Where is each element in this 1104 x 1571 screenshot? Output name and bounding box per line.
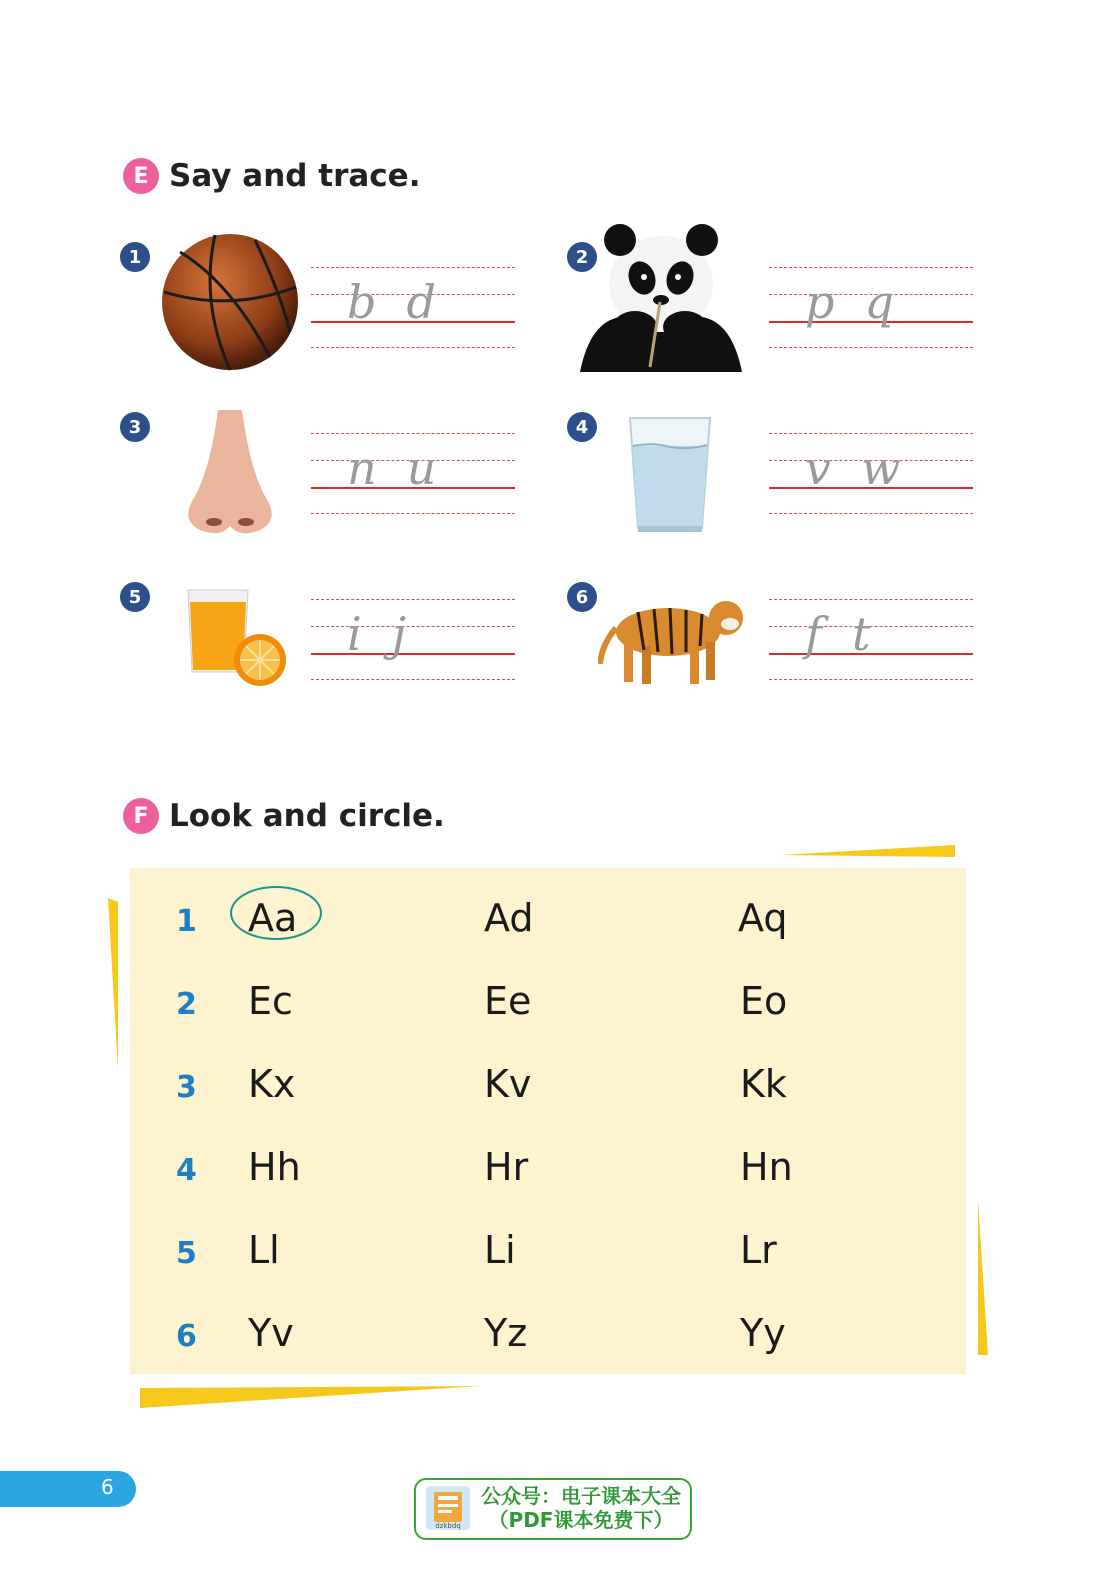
watermark-text (476, 1484, 686, 1532)
book-icon (426, 1486, 470, 1530)
option[interactable]: Kx (248, 1062, 296, 1106)
trace-letter: t (852, 607, 873, 661)
circle-row (130, 1143, 966, 1203)
item-3-number: 3 (120, 412, 150, 442)
option[interactable]: Yz (484, 1311, 528, 1355)
row-number: 5 (176, 1236, 197, 1271)
option[interactable]: Li (484, 1228, 516, 1272)
trace-letter: v (805, 441, 833, 495)
trace-letter: u (406, 441, 439, 495)
option[interactable]: Kk (740, 1062, 787, 1106)
row-number: 2 (176, 987, 197, 1022)
row-number: 3 (176, 1070, 197, 1105)
option[interactable]: Ad (484, 896, 534, 940)
trace-letter: f (805, 607, 825, 661)
item-1-number: 1 (120, 242, 150, 272)
circle-row (130, 1226, 966, 1286)
trace-letter: d (406, 275, 438, 329)
look-and-circle-panel (130, 868, 966, 1374)
trace-letter: w (861, 441, 903, 495)
option[interactable]: Ll (248, 1228, 280, 1272)
row-number: 1 (176, 904, 197, 939)
watermark-line-1: 公众号：电子课本大全 (481, 1484, 681, 1508)
page-number-tab (0, 1471, 136, 1507)
option[interactable]: Ee (484, 979, 532, 1023)
trace-letter: p (805, 275, 837, 329)
option-circled[interactable]: Aa (248, 896, 297, 940)
row-number: 4 (176, 1153, 197, 1188)
item-5-number: 5 (120, 582, 150, 612)
option[interactable]: Ec (248, 979, 293, 1023)
watermark-line-2: （PDF课本免费下） (488, 1508, 674, 1532)
item-6-number: 6 (567, 582, 597, 612)
option[interactable]: Eo (740, 979, 788, 1023)
trace-letter: q (864, 275, 896, 329)
section-f-title: Look and circle. (169, 798, 445, 834)
watermark-box (414, 1478, 692, 1540)
circle-row (130, 1309, 966, 1369)
option[interactable]: Hn (740, 1145, 793, 1189)
page-number: 6 (101, 1475, 114, 1499)
option[interactable]: Aq (738, 896, 788, 940)
circle-row (130, 1060, 966, 1120)
option[interactable]: Yy (740, 1311, 786, 1355)
section-e-title: Say and trace. (169, 158, 421, 194)
watermark-icon-text: dzkbdq (435, 1522, 461, 1530)
row-number: 6 (176, 1319, 197, 1354)
option[interactable]: Kv (484, 1062, 532, 1106)
answer-circle (230, 886, 322, 940)
section-f-badge: F (123, 798, 159, 834)
option[interactable]: Hr (484, 1145, 529, 1189)
option[interactable]: Yv (248, 1311, 294, 1355)
option[interactable]: Lr (740, 1228, 777, 1272)
item-4-number: 4 (567, 412, 597, 442)
trace-letter: j (391, 607, 408, 661)
circle-row (130, 977, 966, 1037)
circle-row (130, 894, 966, 954)
item-2-number: 2 (567, 242, 597, 272)
trace-letter: i (347, 607, 364, 661)
trace-letter: n (347, 441, 379, 495)
trace-letter: b (347, 275, 379, 329)
option[interactable]: Hh (248, 1145, 301, 1189)
section-e-badge: E (123, 158, 159, 194)
